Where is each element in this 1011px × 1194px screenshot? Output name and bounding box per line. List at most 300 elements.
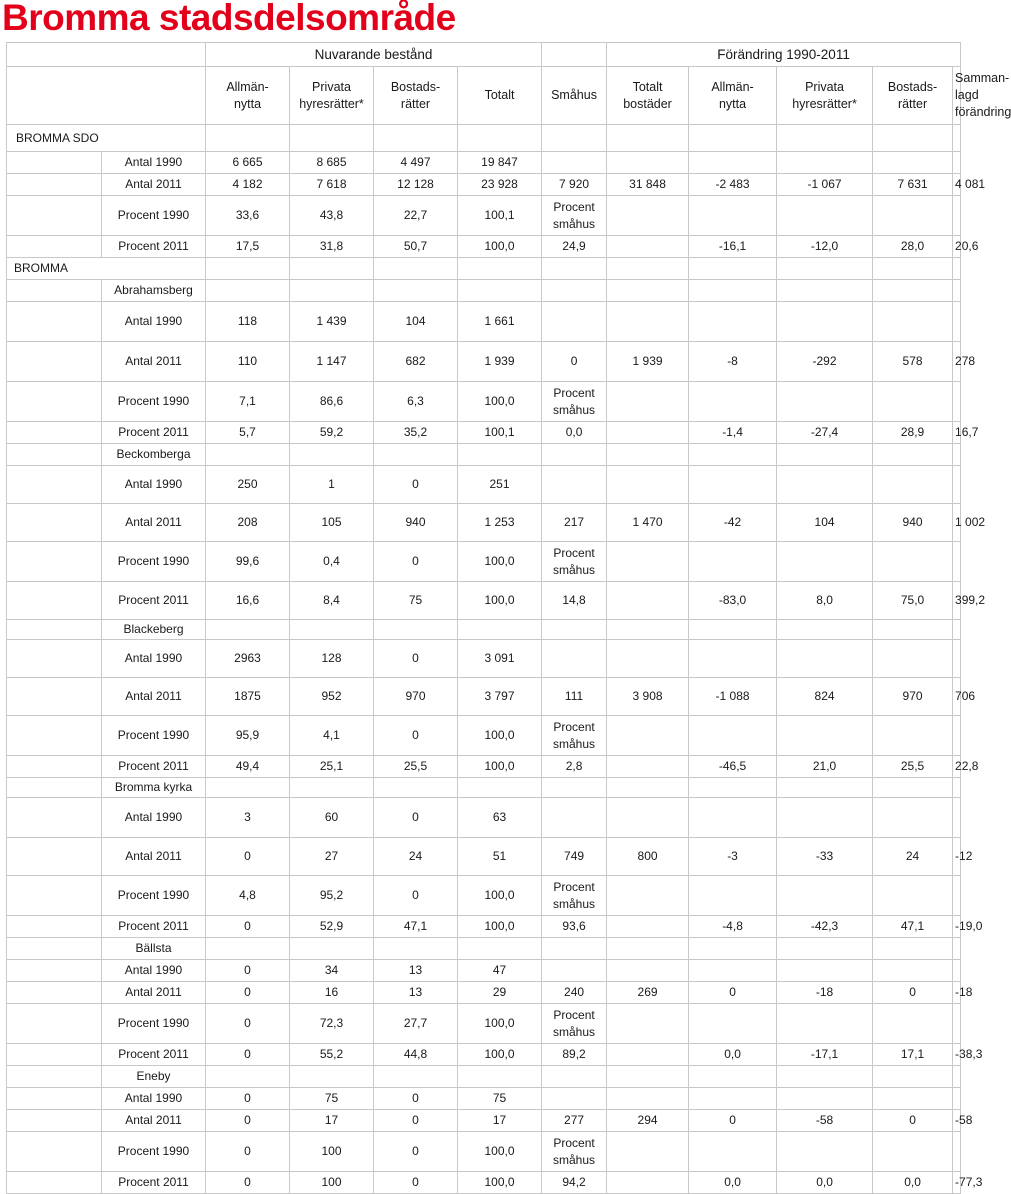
data-row xyxy=(7,982,961,1004)
value-cell xyxy=(689,466,777,504)
value-cell: 7,1 xyxy=(206,382,290,422)
row-label-gutter xyxy=(7,876,102,916)
value-cell xyxy=(607,542,689,582)
section-name-row xyxy=(7,778,961,798)
row-label: Procent 1990 xyxy=(102,196,206,236)
row-label-gutter xyxy=(7,1044,102,1066)
small-house-note xyxy=(542,1132,607,1172)
row-label: Antal 1990 xyxy=(102,640,206,678)
empty-cell xyxy=(607,444,689,466)
data-row xyxy=(7,1132,961,1172)
value-cell: 1 002 xyxy=(953,504,961,542)
value-cell: 100,0 xyxy=(458,1172,542,1194)
value-cell: 0 xyxy=(374,542,458,582)
empty-cell xyxy=(290,778,374,798)
row-label: Antal 1990 xyxy=(102,302,206,342)
value-cell: 111 xyxy=(542,678,607,716)
value-cell: 128 xyxy=(290,640,374,678)
value-cell xyxy=(953,382,961,422)
value-cell xyxy=(607,756,689,778)
section-name: Eneby xyxy=(102,1066,206,1088)
empty-cell xyxy=(374,620,458,640)
value-cell: 4,1 xyxy=(290,716,374,756)
column-header xyxy=(607,67,689,125)
value-cell: 95,9 xyxy=(206,716,290,756)
value-cell xyxy=(689,542,777,582)
header-line: småhus xyxy=(553,402,596,417)
empty-cell xyxy=(689,1066,777,1088)
value-cell: 970 xyxy=(873,678,953,716)
value-cell: 100,1 xyxy=(458,422,542,444)
value-cell: 25,1 xyxy=(290,756,374,778)
small-house-note xyxy=(542,542,607,582)
value-cell xyxy=(873,1132,953,1172)
empty-cell xyxy=(953,620,961,640)
value-cell: 0 xyxy=(206,1172,290,1194)
value-cell: 19 847 xyxy=(458,152,542,174)
value-cell xyxy=(542,1088,607,1110)
value-cell: 1 xyxy=(290,466,374,504)
value-cell: 940 xyxy=(873,504,953,542)
value-cell: 100,0 xyxy=(458,236,542,258)
value-cell xyxy=(607,1172,689,1194)
value-cell xyxy=(607,382,689,422)
row-label: Procent 2011 xyxy=(102,582,206,620)
value-cell: 100,0 xyxy=(458,876,542,916)
value-cell: 1 147 xyxy=(290,342,374,382)
value-cell xyxy=(607,1132,689,1172)
section-name: Bromma kyrka xyxy=(102,778,206,798)
value-cell: 8 685 xyxy=(290,152,374,174)
data-row xyxy=(7,1172,961,1194)
value-cell: 22,7 xyxy=(374,196,458,236)
value-cell: -12 xyxy=(953,838,961,876)
value-cell: -17,1 xyxy=(777,1044,873,1066)
empty-cell xyxy=(607,778,689,798)
value-cell: 0,4 xyxy=(290,542,374,582)
row-label-gutter xyxy=(7,504,102,542)
empty-cell xyxy=(374,938,458,960)
empty-cell xyxy=(542,938,607,960)
section-name: Blackeberg xyxy=(102,620,206,640)
row-label-gutter xyxy=(7,678,102,716)
section-name-row xyxy=(7,620,961,640)
empty-cell xyxy=(374,1066,458,1088)
section-name: Bällsta xyxy=(102,938,206,960)
value-cell xyxy=(777,542,873,582)
value-cell: 0 xyxy=(206,1132,290,1172)
value-cell: 75 xyxy=(374,582,458,620)
value-cell: 52,9 xyxy=(290,916,374,938)
data-row xyxy=(7,1110,961,1132)
value-cell: 24,9 xyxy=(542,236,607,258)
value-cell: 578 xyxy=(873,342,953,382)
data-row xyxy=(7,582,961,620)
value-cell xyxy=(953,876,961,916)
empty-cell xyxy=(953,778,961,798)
empty-cell xyxy=(290,620,374,640)
value-cell: 1 939 xyxy=(607,342,689,382)
value-cell xyxy=(689,1132,777,1172)
data-row xyxy=(7,504,961,542)
value-cell: 89,2 xyxy=(542,1044,607,1066)
value-cell: -42,3 xyxy=(777,916,873,938)
value-cell: -292 xyxy=(777,342,873,382)
value-cell xyxy=(542,302,607,342)
value-cell xyxy=(873,466,953,504)
value-cell: 1 661 xyxy=(458,302,542,342)
empty-cell xyxy=(458,620,542,640)
value-cell xyxy=(607,422,689,444)
column-header xyxy=(873,67,953,125)
value-cell: 51 xyxy=(458,838,542,876)
header-line: Procent xyxy=(553,385,595,400)
value-cell: 47,1 xyxy=(374,916,458,938)
empty-cell xyxy=(689,444,777,466)
header-blank xyxy=(7,43,206,67)
empty-cell xyxy=(689,778,777,798)
value-cell: 12 128 xyxy=(374,174,458,196)
section-name-row xyxy=(7,938,961,960)
empty-cell xyxy=(458,125,542,152)
empty-cell xyxy=(689,280,777,302)
value-cell: 23 928 xyxy=(458,174,542,196)
value-cell xyxy=(777,466,873,504)
row-label: Procent 1990 xyxy=(102,382,206,422)
value-cell: 251 xyxy=(458,466,542,504)
row-label: Procent 1990 xyxy=(102,542,206,582)
data-row xyxy=(7,1004,961,1044)
value-cell: 44,8 xyxy=(374,1044,458,1066)
value-cell: 940 xyxy=(374,504,458,542)
value-cell xyxy=(777,196,873,236)
value-cell xyxy=(689,876,777,916)
row-label-gutter xyxy=(7,152,102,174)
row-label-gutter xyxy=(7,716,102,756)
empty-cell xyxy=(873,280,953,302)
value-cell: 100 xyxy=(290,1172,374,1194)
empty-cell xyxy=(777,620,873,640)
value-cell: -4,8 xyxy=(689,916,777,938)
value-cell: 31,8 xyxy=(290,236,374,258)
data-row xyxy=(7,542,961,582)
header-line: Procent xyxy=(553,719,595,734)
value-cell: 13 xyxy=(374,982,458,1004)
value-cell: 0 xyxy=(374,798,458,838)
value-cell: 6,3 xyxy=(374,382,458,422)
row-label-gutter xyxy=(7,582,102,620)
value-cell: 22,8 xyxy=(953,756,961,778)
row-label-gutter xyxy=(7,1110,102,1132)
header-blank xyxy=(542,43,607,67)
value-cell xyxy=(689,302,777,342)
data-row xyxy=(7,960,961,982)
value-cell xyxy=(873,1004,953,1044)
header-group-current: Nuvarande bestånd xyxy=(206,43,542,67)
section-name-row xyxy=(7,280,961,302)
value-cell: 75,0 xyxy=(873,582,953,620)
value-cell: 24 xyxy=(873,838,953,876)
empty-cell xyxy=(458,1066,542,1088)
header-line: förändring xyxy=(955,105,1011,119)
value-cell: 6 665 xyxy=(206,152,290,174)
value-cell: 217 xyxy=(542,504,607,542)
header-blank xyxy=(7,67,206,125)
empty-cell xyxy=(206,778,290,798)
row-label: Procent 1990 xyxy=(102,716,206,756)
empty-cell xyxy=(290,280,374,302)
row-label-gutter xyxy=(7,1066,102,1088)
value-cell: 0 xyxy=(374,1172,458,1194)
empty-cell xyxy=(206,125,290,152)
row-label: Procent 2011 xyxy=(102,422,206,444)
value-cell xyxy=(607,1044,689,1066)
value-cell: 100,0 xyxy=(458,542,542,582)
value-cell: 0 xyxy=(206,1044,290,1066)
data-row xyxy=(7,466,961,504)
value-cell: -46,5 xyxy=(689,756,777,778)
value-cell: -1 067 xyxy=(777,174,873,196)
value-cell: -18 xyxy=(777,982,873,1004)
value-cell xyxy=(873,716,953,756)
value-cell xyxy=(607,1088,689,1110)
column-header xyxy=(458,67,542,125)
value-cell: 682 xyxy=(374,342,458,382)
value-cell xyxy=(873,542,953,582)
header-line: småhus xyxy=(553,736,596,751)
header-line: Allmän- xyxy=(226,79,269,94)
value-cell: 3 091 xyxy=(458,640,542,678)
value-cell: 8,4 xyxy=(290,582,374,620)
empty-cell xyxy=(542,444,607,466)
value-cell: -83,0 xyxy=(689,582,777,620)
value-cell: 49,4 xyxy=(206,756,290,778)
value-cell: 824 xyxy=(777,678,873,716)
value-cell: 0,0 xyxy=(689,1044,777,1066)
value-cell: 29 xyxy=(458,982,542,1004)
row-label: Procent 1990 xyxy=(102,1004,206,1044)
empty-cell xyxy=(290,258,374,280)
value-cell xyxy=(777,302,873,342)
empty-cell xyxy=(542,1066,607,1088)
value-cell: 94,2 xyxy=(542,1172,607,1194)
row-label-gutter xyxy=(7,280,102,302)
empty-cell xyxy=(290,938,374,960)
empty-cell xyxy=(953,125,961,152)
header-line: nytta xyxy=(233,96,262,111)
value-cell: 16,7 xyxy=(953,422,961,444)
data-row xyxy=(7,756,961,778)
value-cell: 3 908 xyxy=(607,678,689,716)
value-cell: -8 xyxy=(689,342,777,382)
value-cell: 0 xyxy=(873,982,953,1004)
empty-cell xyxy=(290,1066,374,1088)
value-cell: 800 xyxy=(607,838,689,876)
value-cell: 110 xyxy=(206,342,290,382)
value-cell: 269 xyxy=(607,982,689,1004)
empty-cell xyxy=(777,258,873,280)
header-line: småhus xyxy=(553,896,596,911)
value-cell: 100,0 xyxy=(458,916,542,938)
value-cell xyxy=(607,876,689,916)
value-cell xyxy=(542,152,607,174)
value-cell: 16 xyxy=(290,982,374,1004)
small-house-note xyxy=(542,876,607,916)
header-line: Privata xyxy=(312,79,351,94)
value-cell: 21,0 xyxy=(777,756,873,778)
value-cell xyxy=(953,716,961,756)
value-cell: 100,1 xyxy=(458,196,542,236)
value-cell: 75 xyxy=(458,1088,542,1110)
value-cell xyxy=(873,798,953,838)
empty-cell xyxy=(777,778,873,798)
value-cell xyxy=(607,716,689,756)
column-header xyxy=(689,67,777,125)
data-row xyxy=(7,640,961,678)
value-cell: 0 xyxy=(374,1088,458,1110)
empty-cell xyxy=(542,778,607,798)
data-row xyxy=(7,716,961,756)
value-cell: -38,3 xyxy=(953,1044,961,1066)
row-label: Antal 1990 xyxy=(102,466,206,504)
value-cell xyxy=(607,152,689,174)
value-cell xyxy=(542,798,607,838)
empty-cell xyxy=(206,444,290,466)
empty-cell xyxy=(607,125,689,152)
value-cell xyxy=(873,302,953,342)
value-cell: 118 xyxy=(206,302,290,342)
value-cell: 2,8 xyxy=(542,756,607,778)
value-cell xyxy=(777,382,873,422)
row-label-gutter xyxy=(7,1088,102,1110)
value-cell: 0 xyxy=(374,1132,458,1172)
value-cell: 95,2 xyxy=(290,876,374,916)
value-cell: 1 439 xyxy=(290,302,374,342)
value-cell: 4 081 xyxy=(953,174,961,196)
value-cell: 1 470 xyxy=(607,504,689,542)
value-cell xyxy=(689,1088,777,1110)
housing-stats-table xyxy=(6,42,1011,1194)
value-cell: 0 xyxy=(206,838,290,876)
value-cell: 0 xyxy=(374,1110,458,1132)
value-cell: 55,2 xyxy=(290,1044,374,1066)
value-cell: 0 xyxy=(374,640,458,678)
value-cell: 0 xyxy=(542,342,607,382)
empty-cell xyxy=(374,778,458,798)
value-cell xyxy=(689,960,777,982)
row-label-gutter xyxy=(7,756,102,778)
row-label: Procent 2011 xyxy=(102,1044,206,1066)
data-row xyxy=(7,876,961,916)
empty-cell xyxy=(206,938,290,960)
empty-cell xyxy=(458,444,542,466)
empty-cell xyxy=(458,280,542,302)
empty-cell xyxy=(542,258,607,280)
value-cell xyxy=(873,1088,953,1110)
value-cell: 1875 xyxy=(206,678,290,716)
value-cell: 706 xyxy=(953,678,961,716)
value-cell: 0 xyxy=(206,1004,290,1044)
value-cell: -16,1 xyxy=(689,236,777,258)
header-line: rätter xyxy=(897,96,928,111)
empty-cell xyxy=(374,280,458,302)
value-cell: 0,0 xyxy=(542,422,607,444)
empty-cell xyxy=(607,1066,689,1088)
data-row xyxy=(7,678,961,716)
value-cell: 1 939 xyxy=(458,342,542,382)
value-cell: 17,5 xyxy=(206,236,290,258)
area-label: BROMMA SDO xyxy=(7,125,206,152)
header-line: Totalt xyxy=(632,79,663,94)
value-cell: 952 xyxy=(290,678,374,716)
value-cell xyxy=(873,876,953,916)
row-label-gutter xyxy=(7,1004,102,1044)
value-cell xyxy=(777,1132,873,1172)
value-cell xyxy=(873,196,953,236)
value-cell: 1 253 xyxy=(458,504,542,542)
row-label-gutter xyxy=(7,778,102,798)
value-cell xyxy=(607,236,689,258)
value-cell xyxy=(953,960,961,982)
value-cell xyxy=(953,152,961,174)
data-row xyxy=(7,302,961,342)
value-cell xyxy=(873,152,953,174)
value-cell: 86,6 xyxy=(290,382,374,422)
value-cell: 35,2 xyxy=(374,422,458,444)
header-line: Procent xyxy=(553,1007,595,1022)
value-cell xyxy=(777,798,873,838)
value-cell: 208 xyxy=(206,504,290,542)
header-columns-row xyxy=(7,67,961,125)
value-cell: 25,5 xyxy=(374,756,458,778)
row-label: Procent 1990 xyxy=(102,1132,206,1172)
value-cell: 0 xyxy=(374,466,458,504)
value-cell: 99,6 xyxy=(206,542,290,582)
empty-cell xyxy=(374,125,458,152)
value-cell: 278 xyxy=(953,342,961,382)
header-line: lagd xyxy=(955,88,979,102)
value-cell: 59,2 xyxy=(290,422,374,444)
empty-cell xyxy=(953,258,961,280)
value-cell: 0 xyxy=(206,1110,290,1132)
small-house-note xyxy=(542,716,607,756)
row-label-gutter xyxy=(7,542,102,582)
value-cell: 7 920 xyxy=(542,174,607,196)
header-line: småhus xyxy=(553,562,596,577)
value-cell: 17,1 xyxy=(873,1044,953,1066)
empty-cell xyxy=(689,125,777,152)
data-row xyxy=(7,1044,961,1066)
header-line: Allmän- xyxy=(711,79,754,94)
value-cell: 294 xyxy=(607,1110,689,1132)
data-row xyxy=(7,422,961,444)
empty-cell xyxy=(689,258,777,280)
value-cell: 100,0 xyxy=(458,382,542,422)
empty-cell xyxy=(953,444,961,466)
value-cell xyxy=(777,960,873,982)
row-label: Antal 2011 xyxy=(102,678,206,716)
section-name: Abrahamsberg xyxy=(102,280,206,302)
value-cell xyxy=(953,798,961,838)
value-cell xyxy=(689,196,777,236)
empty-cell xyxy=(777,125,873,152)
value-cell: -1,4 xyxy=(689,422,777,444)
empty-cell xyxy=(607,258,689,280)
value-cell xyxy=(607,582,689,620)
value-cell: 4,8 xyxy=(206,876,290,916)
value-cell: -12,0 xyxy=(777,236,873,258)
header-line: Procent xyxy=(553,199,595,214)
